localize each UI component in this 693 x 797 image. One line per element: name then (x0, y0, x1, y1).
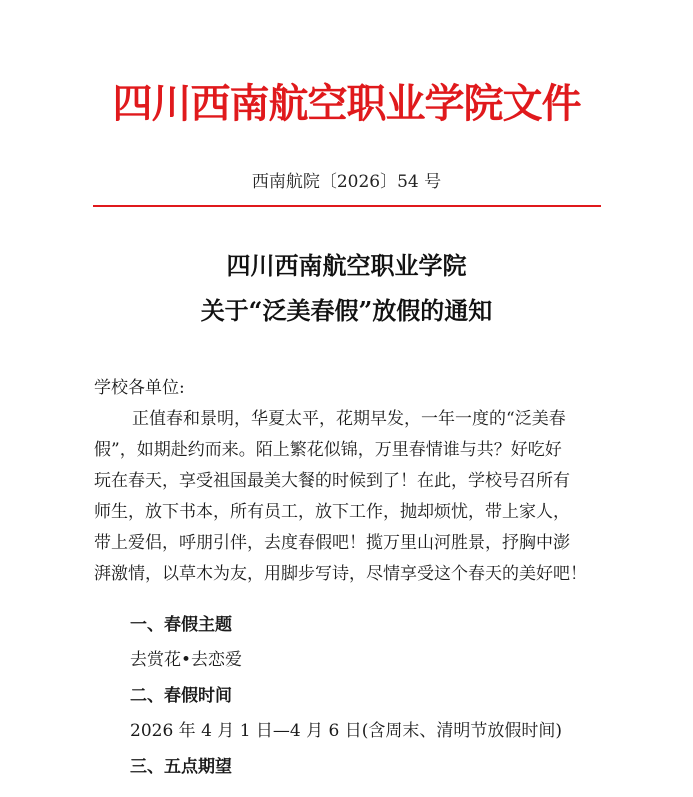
salutation: 学校各单位: (94, 378, 185, 398)
paragraph-line: 带上爱侣，呼朋引伴，去度春假吧！揽万里山河胜景，抒胸中澎 (94, 533, 570, 553)
paragraph-line: 假”，如期赴约而来。陌上繁花似锦，万里春情谁与共？好吃好 (94, 440, 562, 460)
paragraph-line: 玩在春天，享受祖国最美大餐的时候到了！在此，学校号召所有 (94, 471, 570, 491)
notice-title-subject: 关于“泛美春假”放假的通知 (200, 296, 493, 325)
section-content-theme: 去赏花•去恋爱 (130, 650, 243, 670)
section-content-time: 2026 年 4 月 1 日—4 月 6 日(含周末、清明节放假时间) (130, 721, 563, 741)
section-heading-time: 二、春假时间 (130, 686, 232, 706)
paragraph-line: 正值春和景明，华夏太平，花期早发，一年一度的“泛美春 (132, 409, 566, 429)
section-heading-expectations: 三、五点期望 (130, 757, 232, 777)
institution-file-header: 四川西南航空职业学院文件 (112, 81, 581, 127)
red-divider-line (93, 205, 601, 207)
notice-title-institution: 四川西南航空职业学院 (226, 251, 467, 280)
section-heading-theme: 一、春假主题 (130, 615, 232, 635)
document-number: 西南航院〔2026〕54 号 (251, 172, 442, 192)
paragraph-line: 师生，放下书本，所有员工，放下工作，抛却烦忧，带上家人， (94, 502, 570, 522)
paragraph-line: 湃激情，以草木为友，用脚步写诗，尽情享受这个春天的美好吧！ (94, 564, 587, 584)
